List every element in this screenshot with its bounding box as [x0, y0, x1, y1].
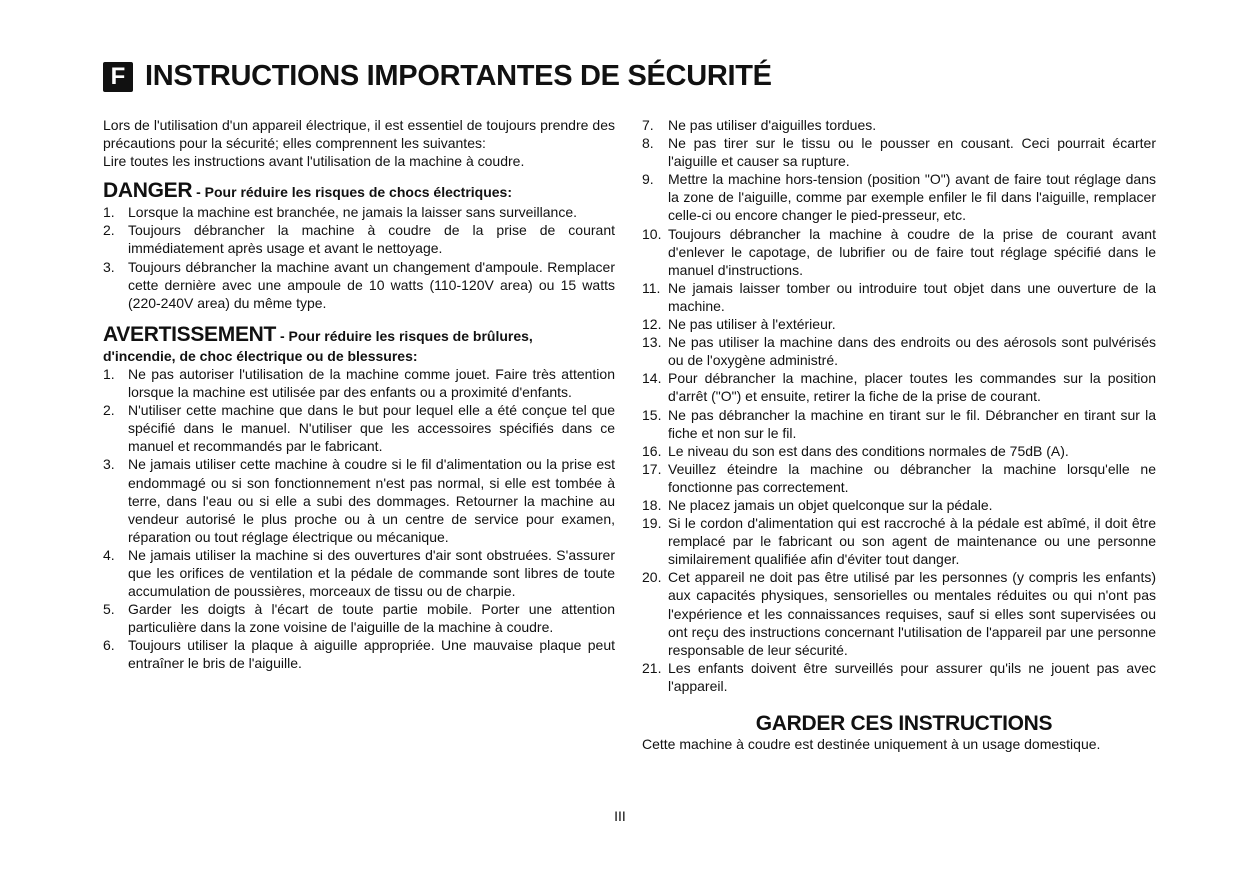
intro-paragraph: Lors de l'utilisation d'un appareil électrique, il est essentiel de toujours prendre des précautions pour la sécurité; elles comprennent les suivantes: [103, 117, 615, 152]
danger-item: 2. Toujours débrancher la machine à coudre de la prise de courant immédiatement après usage et avant le nettoyage. [103, 222, 615, 257]
warning-subtitle-continued: d'incendie, de choc électrique ou de blessures: [103, 347, 418, 364]
danger-item: 3. Toujours débrancher la machine avant un changement d'ampoule. Remplacer cette dernière avec une ampoule de 10 watts (110-120V area) ou 15 watts (220-240V area) du même type. [103, 258, 615, 311]
keep-instructions-heading: GARDER CES INSTRUCTIONS [755, 712, 1053, 735]
warning-item: 9. Mettre la machine hors-tension (position "O") avant de faire tout réglage dans la zone de l'aiguille, comme par exemple enfiler le fil dans l'aiguille, remplacer celle-ci ou encore changer le pied-presseur, etc. [642, 171, 1156, 224]
danger-subtitle: - Pour réduire les risques de chocs électriques: [192, 184, 512, 201]
warning-heading [103, 324, 615, 347]
warning-item: 11. Ne jamais laisser tomber ou introduire tout objet dans une ouverture de la machine. [642, 279, 1156, 314]
warning-item: 18. Ne placez jamais un objet quelconque sur la pédale. [642, 496, 993, 513]
danger-heading [103, 180, 615, 203]
warning-item: 3. Ne jamais utiliser cette machine à coudre si le fil d'alimentation ou la prise est endommagé ou si son fonctionnement n'est pas normal, si elle est tombée à terre, dans l'eau ou si elle a subi des dommages. Retourner la machine au vendeur autorisé le plus proche ou à un centre de service pour examen, réparation ou tout réglage électrique ou mécanique. [103, 456, 615, 545]
warning-subtitle: - Pour réduire les risques de brûlures, [276, 327, 533, 344]
warning-item: 20. Cet appareil ne doit pas être utilisé par les personnes (y compris les enfants) aux capacités physiques, sensorielles ou mentales réduites ou qui n'ont pas l'expérience et les connaissances requises, sauf si elles sont supervisées ou ont reçu des instructions concernant l'utilisation de l'appareil par une personne responsable de leur sécurité. [642, 569, 1156, 658]
title-row [103, 60, 772, 93]
warning-title: AVERTISSEMENT [103, 322, 277, 346]
warning-item: 8. Ne pas tirer sur le tissu ou le pousser en cousant. Ceci pourrait écarter l'aiguille et causer sa rupture. [642, 135, 1156, 170]
warning-item: 14. Pour débrancher la machine, placer toutes les commandes sur la position d'arrêt ("O") et ensuite, retirer la fiche de la prise de courant. [642, 370, 1156, 405]
warning-item: 4. Ne jamais utiliser la machine si des ouvertures d'air sont obstruées. S'assurer que les orifices de ventilation et la pédale de commande sont libres de toute accumulation de poussières, morceaux de tissu ou de charpie. [103, 546, 615, 600]
warning-item: 13. Ne pas utiliser la machine dans des endroits ou des aérosols sont pulvérisés ou de l'oxygène administré. [642, 334, 1156, 369]
warning-item: 19. Si le cordon d'alimentation qui est raccroché à la pédale est abîmé, il doit être remplacé par le fabricant ou son agent de maintenance ou une personne similairement qualifiée afin d'éviter tout danger. [642, 515, 1156, 568]
warning-list-right [642, 116, 1156, 695]
right-column [642, 116, 1156, 753]
warning-item: 6. Toujours utiliser la plaque à aiguille appropriée. Une mauvaise plaque peut entraîner le bris de l'aiguille. [103, 637, 615, 672]
warning-item: 5. Garder les doigts à l'écart de toute partie mobile. Porter une attention particulière dans la zone voisine de l'aiguille de la machine à coudre. [103, 601, 615, 636]
danger-title: DANGER [103, 179, 193, 203]
warning-item: 17. Veuillez éteindre la machine ou débrancher la machine lorsqu'elle ne fonctionne pas correctement. [642, 460, 1156, 495]
language-badge: F [103, 62, 133, 92]
warning-item: 21. Les enfants doivent être surveillés pour assurer qu'ils ne jouent pas avec l'appareil. [642, 659, 1156, 694]
domestic-use-note: Cette machine à coudre est destinée uniquement à un usage domestique. [642, 736, 1101, 753]
page-title: INSTRUCTIONS IMPORTANTES DE SÉCURITÉ [145, 60, 772, 92]
page-number: III [614, 808, 626, 824]
left-column [103, 116, 615, 673]
warning-item: 2. N'utiliser cette machine que dans le but pour lequel elle a été conçue tel que spécifié dans le manuel. N'utiliser que les accessoires spécifiés dans ce manuel et recommandés par le fabricant. [103, 402, 615, 455]
intro-read-all: Lire toutes les instructions avant l'utilisation de la machine à coudre. [103, 153, 525, 170]
warning-item: 10. Toujours débrancher la machine à coudre de la prise de courant avant d'enlever le capotage, de lubrifier ou de faire tout réglage spécifié dans le manuel d'instructions. [642, 225, 1156, 278]
warning-item: 7. Ne pas utiliser d'aiguilles tordues. [642, 117, 877, 133]
warning-list-left [103, 365, 615, 673]
warning-item: 15. Ne pas débrancher la machine en tirant sur le fil. Débrancher en tirant sur la fiche et non sur le fil. [642, 406, 1156, 441]
danger-list [103, 203, 615, 312]
warning-item: 12. Ne pas utiliser à l'extérieur. [642, 316, 836, 333]
warning-item: 1. Ne pas autoriser l'utilisation de la machine comme jouet. Faire très attention lorsque la machine est utilisée par des enfants ou a proximité d'enfants. [103, 365, 615, 401]
warning-item: 16. Le niveau du son est dans des conditions normales de 75dB (A). [642, 442, 1069, 459]
danger-item: 1. Lorsque la machine est branchée, ne jamais la laisser sans surveillance. [103, 204, 578, 221]
